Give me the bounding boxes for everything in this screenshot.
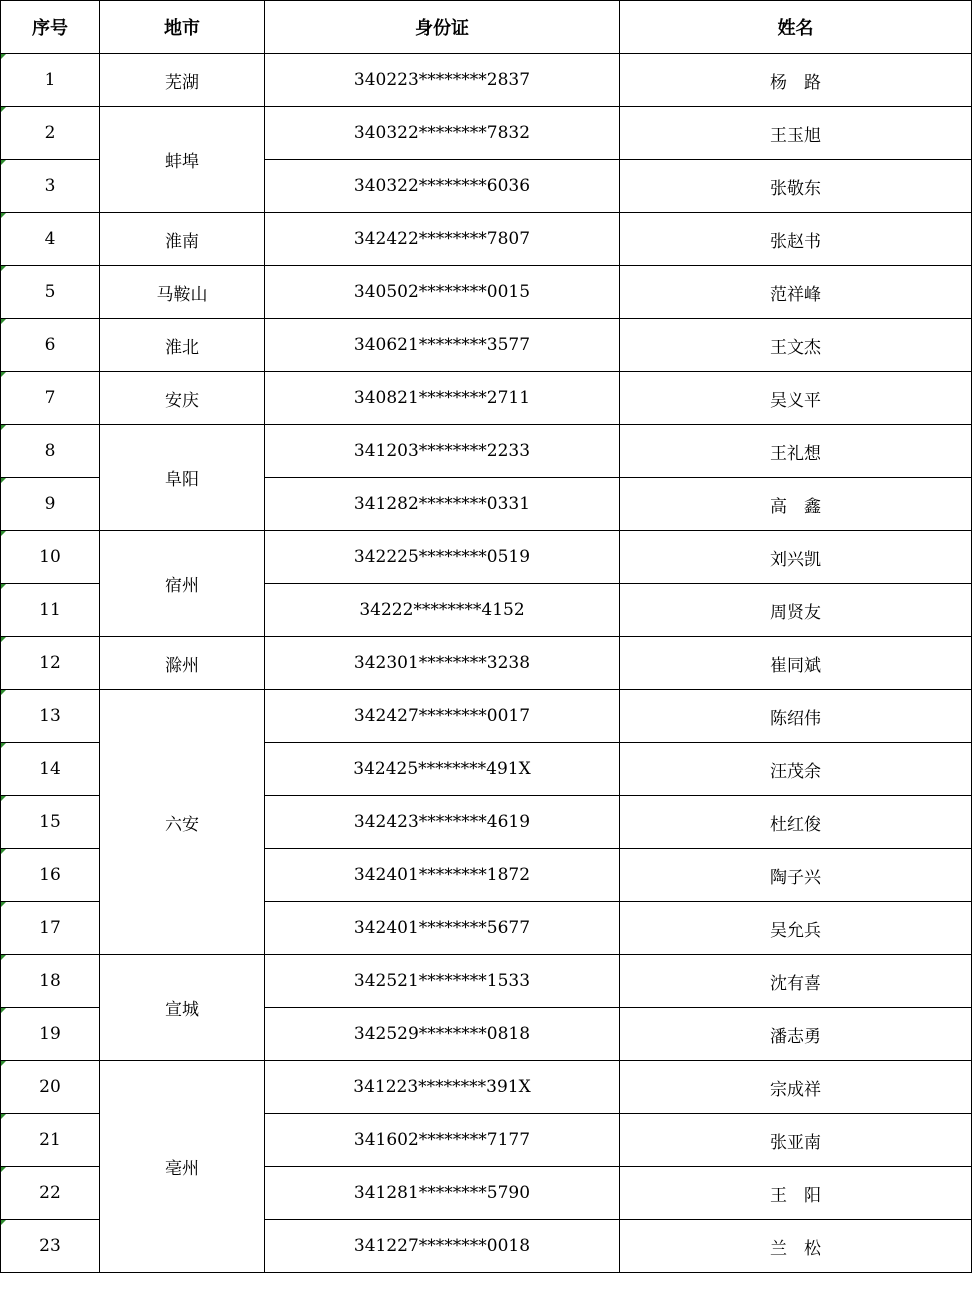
name-cell: 兰 松: [620, 1220, 972, 1273]
id-cell: 341602********7177: [265, 1114, 620, 1167]
seq-cell: 23: [1, 1220, 100, 1273]
city-cell: 蚌埠: [100, 107, 265, 213]
seq-cell: 4: [1, 213, 100, 266]
id-cell: 342401********1872: [265, 849, 620, 902]
name-cell: 吴义平: [620, 372, 972, 425]
id-cell: 341227********0018: [265, 1220, 620, 1273]
seq-cell: 11: [1, 584, 100, 637]
id-cell: 342425********491X: [265, 743, 620, 796]
seq-cell: 10: [1, 531, 100, 584]
id-cell: 341281********5790: [265, 1167, 620, 1220]
city-cell: 亳州: [100, 1061, 265, 1273]
table-row: [1, 637, 972, 690]
id-cell: 342422********7807: [265, 213, 620, 266]
header-seq: 序号: [1, 1, 100, 54]
name-cell: 张赵书: [620, 213, 972, 266]
id-cell: 340621********3577: [265, 319, 620, 372]
city-cell: 滁州: [100, 637, 265, 690]
name-cell: 崔同斌: [620, 637, 972, 690]
id-cell: 342529********0818: [265, 1008, 620, 1061]
id-cell: 342423********4619: [265, 796, 620, 849]
city-cell: 芜湖: [100, 54, 265, 107]
seq-cell: 3: [1, 160, 100, 213]
seq-cell: 2: [1, 107, 100, 160]
table-row: [1, 107, 972, 160]
name-cell: 刘兴凯: [620, 531, 972, 584]
id-cell: 341203********2233: [265, 425, 620, 478]
id-cell: 341282********0331: [265, 478, 620, 531]
name-cell: 陶子兴: [620, 849, 972, 902]
seq-cell: 6: [1, 319, 100, 372]
seq-cell: 8: [1, 425, 100, 478]
table-row: [1, 531, 972, 584]
id-cell: 342427********0017: [265, 690, 620, 743]
table-row: [1, 54, 972, 107]
name-cell: 周贤友: [620, 584, 972, 637]
name-cell: 宗成祥: [620, 1061, 972, 1114]
seq-cell: 22: [1, 1167, 100, 1220]
name-cell: 吴允兵: [620, 902, 972, 955]
seq-cell: 12: [1, 637, 100, 690]
header-city: 地市: [100, 1, 265, 54]
seq-cell: 20: [1, 1061, 100, 1114]
table-row: [1, 955, 972, 1008]
table-row: [1, 213, 972, 266]
name-cell: 潘志勇: [620, 1008, 972, 1061]
id-cell: 342401********5677: [265, 902, 620, 955]
name-cell: 陈绍伟: [620, 690, 972, 743]
city-cell: 宿州: [100, 531, 265, 637]
header-row: [1, 1, 972, 54]
name-cell: 沈有喜: [620, 955, 972, 1008]
id-cell: 340502********0015: [265, 266, 620, 319]
name-cell: 王玉旭: [620, 107, 972, 160]
name-cell: 张亚南: [620, 1114, 972, 1167]
seq-cell: 14: [1, 743, 100, 796]
city-cell: 六安: [100, 690, 265, 955]
id-cell: 34222********4152: [265, 584, 620, 637]
header-id: 身份证: [265, 1, 620, 54]
table-row: [1, 372, 972, 425]
name-cell: 汪茂余: [620, 743, 972, 796]
header-name: 姓名: [620, 1, 972, 54]
city-cell: 淮南: [100, 213, 265, 266]
table-row: [1, 690, 972, 743]
seq-cell: 17: [1, 902, 100, 955]
name-cell: 范祥峰: [620, 266, 972, 319]
name-cell: 王文杰: [620, 319, 972, 372]
seq-cell: 15: [1, 796, 100, 849]
seq-cell: 19: [1, 1008, 100, 1061]
seq-cell: 1: [1, 54, 100, 107]
table-row: [1, 1061, 972, 1114]
id-cell: 340322********6036: [265, 160, 620, 213]
table-row: [1, 266, 972, 319]
name-cell: 杨 路: [620, 54, 972, 107]
id-cell: 342301********3238: [265, 637, 620, 690]
city-cell: 淮北: [100, 319, 265, 372]
seq-cell: 5: [1, 266, 100, 319]
seq-cell: 21: [1, 1114, 100, 1167]
seq-cell: 7: [1, 372, 100, 425]
name-cell: 杜红俊: [620, 796, 972, 849]
table-row: [1, 319, 972, 372]
id-cell: 342225********0519: [265, 531, 620, 584]
name-cell: 高 鑫: [620, 478, 972, 531]
city-cell: 阜阳: [100, 425, 265, 531]
table-row: [1, 425, 972, 478]
seq-cell: 13: [1, 690, 100, 743]
id-cell: 340821********2711: [265, 372, 620, 425]
id-cell: 340322********7832: [265, 107, 620, 160]
name-cell: 王 阳: [620, 1167, 972, 1220]
id-cell: 342521********1533: [265, 955, 620, 1008]
city-cell: 宣城: [100, 955, 265, 1061]
city-cell: 安庆: [100, 372, 265, 425]
seq-cell: 9: [1, 478, 100, 531]
city-cell: 马鞍山: [100, 266, 265, 319]
name-cell: 张敬东: [620, 160, 972, 213]
id-cell: 340223********2837: [265, 54, 620, 107]
seq-cell: 18: [1, 955, 100, 1008]
name-cell: 王礼想: [620, 425, 972, 478]
id-cell: 341223********391X: [265, 1061, 620, 1114]
seq-cell: 16: [1, 849, 100, 902]
